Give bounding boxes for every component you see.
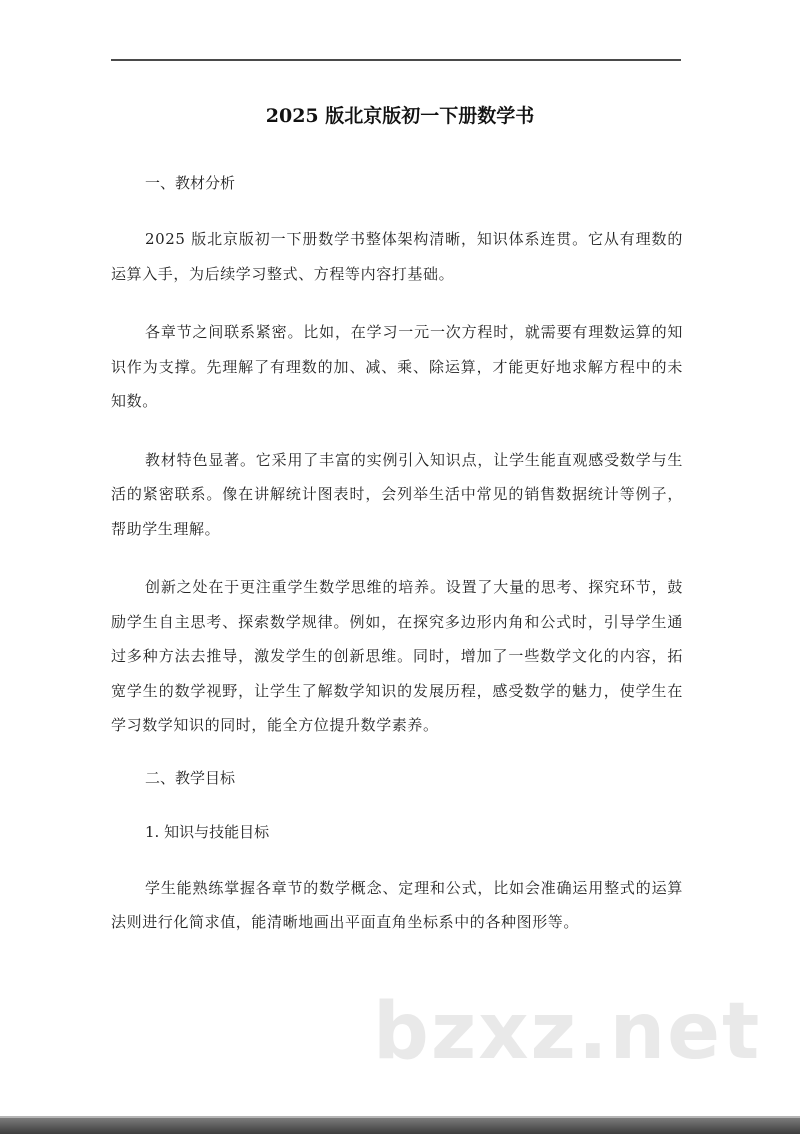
section-heading-2: 二、教学目标 bbox=[145, 768, 236, 787]
page-bottom-bar bbox=[0, 1118, 800, 1134]
paragraph-5: 学生能熟练掌握各章节的数学概念、定理和公式，比如会准确运用整式的运算法则进行化简求值，能清晰地画出平面直角坐标系中的各种图形等。 bbox=[111, 878, 683, 931]
document-title: 2025 版北京版初一下册数学书 bbox=[265, 105, 535, 127]
paragraph-2: 各章节之间联系紧密。比如，在学习一元一次方程时，就需要有理数运算的知识作为支撑。先理解了有理数的加、减、乘、除运算，才能更好地求解方程中的未知数。 bbox=[111, 323, 683, 410]
watermark: bzxz.net bbox=[373, 987, 762, 1077]
paragraph-1: 2025 版北京版初一下册数学书整体架构清晰，知识体系连贯。它从有理数的运算入手，为后续学习整式、方程等内容打基础。 bbox=[111, 230, 683, 283]
paragraph-3: 教材特色显著。它采用了丰富的实例引入知识点，让学生能直观感受数学与生活的紧密联系。像在讲解统计图表时，会列举生活中常见的销售数据统计等例子，帮助学生理解。 bbox=[111, 450, 683, 538]
section-heading-1: 一、教材分析 bbox=[145, 174, 236, 192]
document-body bbox=[111, 168, 683, 940]
header-rule bbox=[111, 59, 681, 61]
subsection-heading-1: 1. 知识与技能目标 bbox=[145, 822, 270, 841]
paragraph-4: 创新之处在于更注重学生数学思维的培养。设置了大量的思考、探究环节，鼓励学生自主思考、探索数学规律。例如，在探究多边形内角和公式时，引导学生通过多种方法去推导，激发学生的创新思维。同时，增加了一些数学文化的内容，拓宽学生的数学视野，让学生了解数学知识的发展历程，感受数学的魅力，使学生在学习数学知识的同时，能全方位提升数学素养。 bbox=[111, 578, 683, 734]
